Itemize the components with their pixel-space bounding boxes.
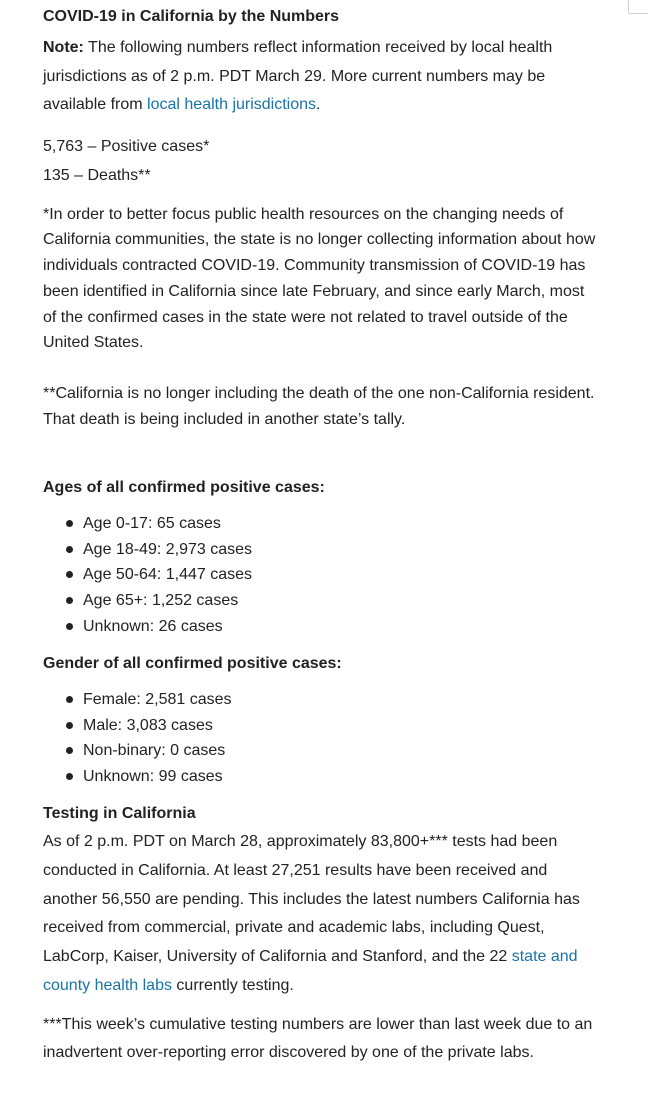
bullet-icon xyxy=(66,722,73,729)
deaths-stat: 135 – Deaths** xyxy=(43,166,151,184)
list-item xyxy=(83,764,598,790)
list-item xyxy=(83,713,598,739)
list-item xyxy=(83,562,598,588)
list-item-text: Age 18-49: 2,973 cases xyxy=(83,540,253,558)
ages-list xyxy=(43,511,598,640)
corner-widget xyxy=(628,0,648,14)
ages-heading: Ages of all confirmed positive cases: xyxy=(43,478,325,496)
positive-cases-stat: 5,763 – Positive cases* xyxy=(43,137,210,155)
list-item-text: Male: 3,083 cases xyxy=(83,716,213,734)
note-paragraph xyxy=(43,34,598,120)
gender-heading: Gender of all confirmed positive cases: xyxy=(43,654,342,672)
page-title: COVID-19 in California by the Numbers xyxy=(43,8,340,25)
list-item-text: Age 0-17: 65 cases xyxy=(83,514,221,532)
bullet-icon xyxy=(66,520,73,527)
list-item-text: Non-binary: 0 cases xyxy=(83,742,226,760)
gender-list xyxy=(43,687,598,790)
bullet-icon xyxy=(66,623,73,630)
list-item xyxy=(83,687,598,713)
footnote-testing: ***This week’s cumulative testing numbers are lower than last week due to an inadvertent over-reporting error discovered by one of the private labs. xyxy=(43,1015,593,1062)
list-item-text: Age 65+: 1,252 cases xyxy=(83,592,239,610)
note-label: Note: xyxy=(43,39,84,56)
testing-paragraph xyxy=(43,828,598,1001)
list-item-text: Age 50-64: 1,447 cases xyxy=(83,566,253,584)
local-health-jurisdictions-link[interactable]: local health jurisdictions xyxy=(147,96,317,113)
bullet-icon xyxy=(66,597,73,604)
testing-heading: Testing in California xyxy=(43,805,196,823)
list-item xyxy=(83,614,598,640)
footnote-deaths: **California is no longer including the death of the one non-California resident. That death is being included in another state’s tally. xyxy=(43,385,595,429)
note-text-end: . xyxy=(316,96,321,113)
article-content xyxy=(43,0,598,1068)
list-item xyxy=(83,588,598,614)
bullet-icon xyxy=(66,773,73,780)
bullet-icon xyxy=(66,546,73,553)
state-county-health-labs-link[interactable]: state and county health labs xyxy=(43,948,578,995)
bullet-icon xyxy=(66,696,73,703)
note-text: The following numbers reflect information received by local health jurisdictions as of 2 p.m. PDT March 29. More current numbers may be available from xyxy=(43,39,553,113)
list-item-text: Unknown: 99 cases xyxy=(83,768,223,786)
bullet-icon xyxy=(66,747,73,754)
list-item xyxy=(83,511,598,537)
bullet-icon xyxy=(66,571,73,578)
footnote-transmission: *In order to better focus public health resources on the changing needs of California communities, the state is no longer collecting information about how individuals contracted COVID-19. Community transmission of COVID-19 has been identified in California since late February, and since early March, most of the confirmed cases in the state were not related to travel outside of the United States. xyxy=(43,205,596,352)
list-item-text: Unknown: 26 cases xyxy=(83,618,223,636)
list-item-text: Female: 2,581 cases xyxy=(83,690,232,708)
list-item xyxy=(83,537,598,563)
testing-text-end: currently testing. xyxy=(171,977,294,995)
list-item xyxy=(83,738,598,764)
stats-block xyxy=(43,132,598,190)
testing-text: As of 2 p.m. PDT on March 28, approximately 83,800+*** tests had been conducted in California. At least 27,251 results have been received and another 56,550 are pending. This includes the latest numbers California has received from commercial, private and academic labs, including Quest, LabCorp, Kaiser, University of California and Stanford, and the 22 xyxy=(43,833,580,966)
